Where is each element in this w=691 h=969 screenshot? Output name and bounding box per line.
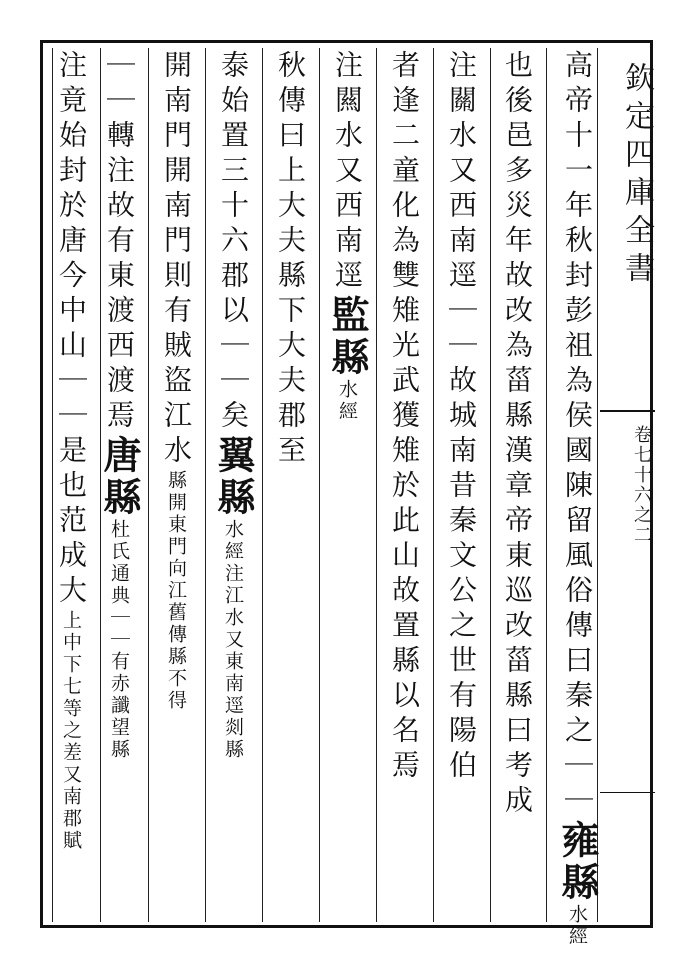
main-text: 注闗水又西南逕 bbox=[331, 50, 364, 295]
main-text: 泰始置三十六郡以｜｜矣 bbox=[217, 50, 250, 435]
place-heading: 雍縣 bbox=[555, 820, 600, 904]
text-column-1 bbox=[548, 50, 606, 948]
book-title: 欽定四庫全書 bbox=[619, 62, 654, 290]
annotation: 縣開東門向江舊傳縣不得 bbox=[165, 470, 187, 712]
text-column-3 bbox=[436, 50, 490, 785]
main-text: 也後邑多災年故改為菑縣漢章帝東巡改菑縣曰考成 bbox=[501, 50, 534, 820]
place-heading: 監縣 bbox=[325, 295, 370, 379]
crossbar-top bbox=[600, 410, 655, 412]
annotation: 水經 bbox=[336, 379, 358, 423]
annotation: 水經注江水又東南逕剡縣 bbox=[222, 519, 244, 761]
text-column-2 bbox=[492, 50, 546, 820]
annotation: 水經 bbox=[566, 904, 588, 948]
main-text: 高帝十一年秋封彭祖為侯國陳留風俗傳曰秦之｜｜ bbox=[561, 50, 594, 820]
volume-note: 卷七十六之二 bbox=[631, 425, 652, 545]
text-column-5 bbox=[322, 50, 376, 423]
text-column-10 bbox=[54, 50, 100, 852]
text-column-7 bbox=[208, 50, 262, 761]
main-text: 注竟始封於唐今中山｜｜是也范成大 bbox=[55, 50, 88, 610]
main-text: 秋傳曰上大夫縣下大夫郡至 bbox=[274, 50, 307, 470]
crossbar-bottom bbox=[600, 792, 655, 793]
main-text: 者逢二童化為雙雉光武獲雉於此山故置縣以名焉 bbox=[388, 50, 421, 785]
text-column-6 bbox=[265, 50, 319, 470]
column-rule bbox=[546, 48, 547, 922]
place-heading: 唐縣 bbox=[97, 435, 142, 519]
main-text: 開南門開南門則有賊盜江水 bbox=[160, 50, 193, 470]
text-column-9 bbox=[97, 50, 148, 761]
text-column-4 bbox=[379, 50, 433, 785]
main-text: ｜｜轉注故有東渡西渡焉 bbox=[103, 50, 136, 435]
place-heading: 翼縣 bbox=[211, 435, 256, 519]
annotation: 上中下七等之差又南郡賦 bbox=[60, 610, 82, 852]
text-column-8 bbox=[151, 50, 205, 712]
annotation: 杜氏通典｜｜有赤讖望縣 bbox=[108, 519, 130, 761]
main-text: 注關水又西南逕｜｜故城南昔秦文公之世有陽伯 bbox=[445, 50, 478, 785]
